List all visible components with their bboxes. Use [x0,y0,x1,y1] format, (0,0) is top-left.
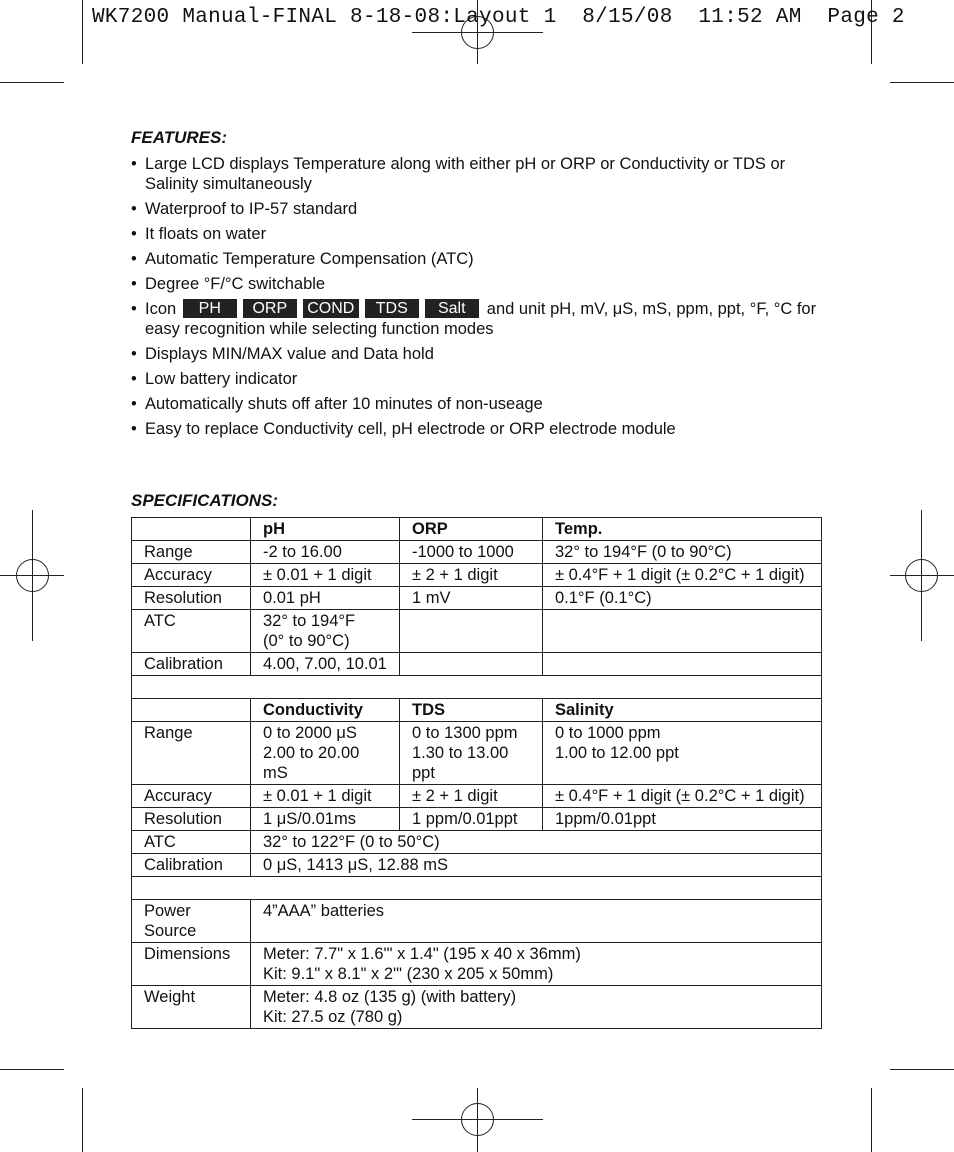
table-cell: Calibration [132,854,251,877]
table-cell: 4”AAA” batteries [251,900,822,943]
table-cell: Meter: 7.7" x 1.6'" x 1.4" (195 x 40 x 36mm) Kit: 9.1" x 8.1" x 2'" (230 x 205 x 50mm) [251,943,822,986]
table-cell: 1ppm/0.01ppt [543,808,822,831]
table-cell: ± 0.4°F + 1 digit (± 0.2°C + 1 digit) [543,564,822,587]
specifications-title: SPECIFICATIONS: [131,491,279,510]
table-header-row [132,518,822,541]
table-cell: Range [132,722,251,785]
feature-item: • Automatic Temperature Compensation (ATC) [131,250,474,268]
table-cell: Weight [132,986,251,1029]
features-title: FEATURES: [131,128,228,147]
table-spacer-row [132,676,822,699]
table-cell: ATC [132,610,251,653]
table-cell: Meter: 4.8 oz (135 g) (with battery) Kit: 27.5 oz (780 g) [251,986,822,1029]
table-cell: ± 2 + 1 digit [400,564,543,587]
feature-item: • Low battery indicator [131,370,298,388]
crop-mark [82,0,83,64]
table-cell: pH [251,518,400,541]
table-cell: ORP [400,518,543,541]
table-cell: Accuracy [132,785,251,808]
table-cell [400,653,543,676]
table-row [132,854,822,877]
table-cell: Accuracy [132,564,251,587]
table-cell [400,610,543,653]
table-cell: 0 to 1000 ppm 1.00 to 12.00 ppt [543,722,822,785]
specifications-table [131,517,822,1029]
table-row [132,808,822,831]
table-cell: 0.01 pH [251,587,400,610]
table-cell: 1 mV [400,587,543,610]
table-spacer-row [132,877,822,900]
feature-item: • Waterproof to IP-57 standard [131,200,358,218]
table-cell: ± 0.4°F + 1 digit (± 0.2°C + 1 digit) [543,785,822,808]
feature-item: • Automatically shuts off after 10 minutes of non-useage [131,395,543,413]
table-cell [132,699,251,722]
feature-item: • Degree °F/°C switchable [131,275,326,293]
table-cell [132,676,822,699]
features-list [131,154,822,439]
registration-mark-circle [461,1103,494,1136]
crop-mark [82,1088,83,1152]
table-row [132,986,822,1029]
table-cell: 0 to 2000 μS 2.00 to 20.00 mS [251,722,400,785]
table-header-row [132,699,822,722]
feature-item: • Easy to replace Conductivity cell, pH electrode or ORP electrode module [131,420,676,438]
table-cell: 0 to 1300 ppm 1.30 to 13.00 ppt [400,722,543,785]
table-cell: ATC [132,831,251,854]
manual-page-content [131,128,822,1029]
registration-mark-circle [905,559,938,592]
table-cell: -1000 to 1000 [400,541,543,564]
feature-item: • Displays MIN/MAX value and Data hold [131,345,434,363]
feature-item: • It floats on water [131,225,267,243]
table-cell [543,610,822,653]
table-row [132,900,822,943]
registration-mark-circle [16,559,49,592]
table-cell: Salinity [543,699,822,722]
print-slug-header: WK7200 Manual-FINAL 8-18-08:Layout 1 8/15/08 11:52 AM Page 2 [92,6,905,29]
table-row [132,785,822,808]
crop-mark [0,82,64,83]
table-cell: ± 0.01 + 1 digit [251,785,400,808]
table-cell: TDS [400,699,543,722]
table-row [132,943,822,986]
ph-icon: PH [183,299,237,318]
table-cell: ± 0.01 + 1 digit [251,564,400,587]
crop-mark [890,1069,954,1070]
crop-mark [0,1069,64,1070]
table-row [132,541,822,564]
table-cell: 1 μS/0.01ms [251,808,400,831]
table-row [132,610,822,653]
table-cell: 0.1°F (0.1°C) [543,587,822,610]
crop-mark [890,82,954,83]
orp-icon: ORP [243,299,297,318]
table-cell: Resolution [132,587,251,610]
table-cell: ± 2 + 1 digit [400,785,543,808]
table-cell: Power Source [132,900,251,943]
table-row [132,587,822,610]
feature-item: • Large LCD displays Temperature along with either pH or ORP or Conductivity or TDS or Salinity simultaneously [131,155,786,193]
salt-icon: Salt [425,299,479,318]
table-cell: 32° to 194°F (0 to 90°C) [543,541,822,564]
cond-icon: COND [303,299,359,318]
table-cell: Range [132,541,251,564]
table-cell [132,877,822,900]
table-cell: 1 ppm/0.01ppt [400,808,543,831]
tds-icon: TDS [365,299,419,318]
table-cell: Calibration [132,653,251,676]
table-cell: 32° to 194°F (0° to 90°C) [251,610,400,653]
table-cell: Dimensions [132,943,251,986]
table-row [132,831,822,854]
table-cell: 32° to 122°F (0 to 50°C) [251,831,822,854]
table-cell: Conductivity [251,699,400,722]
table-cell: 0 μS, 1413 μS, 12.88 mS [251,854,822,877]
table-row [132,564,822,587]
table-row [132,722,822,785]
feature-item-icons: • Icon PH ORP COND TDS Salt and unit pH, mV, μS, mS, ppm, ppt, °F, °C for easy recognition while selecting function modes [131,300,817,338]
table-cell: Resolution [132,808,251,831]
table-row [132,653,822,676]
table-cell [543,653,822,676]
table-cell: Temp. [543,518,822,541]
table-cell: -2 to 16.00 [251,541,400,564]
table-cell: 4.00, 7.00, 10.01 [251,653,400,676]
crop-mark [871,1088,872,1152]
table-cell [132,518,251,541]
